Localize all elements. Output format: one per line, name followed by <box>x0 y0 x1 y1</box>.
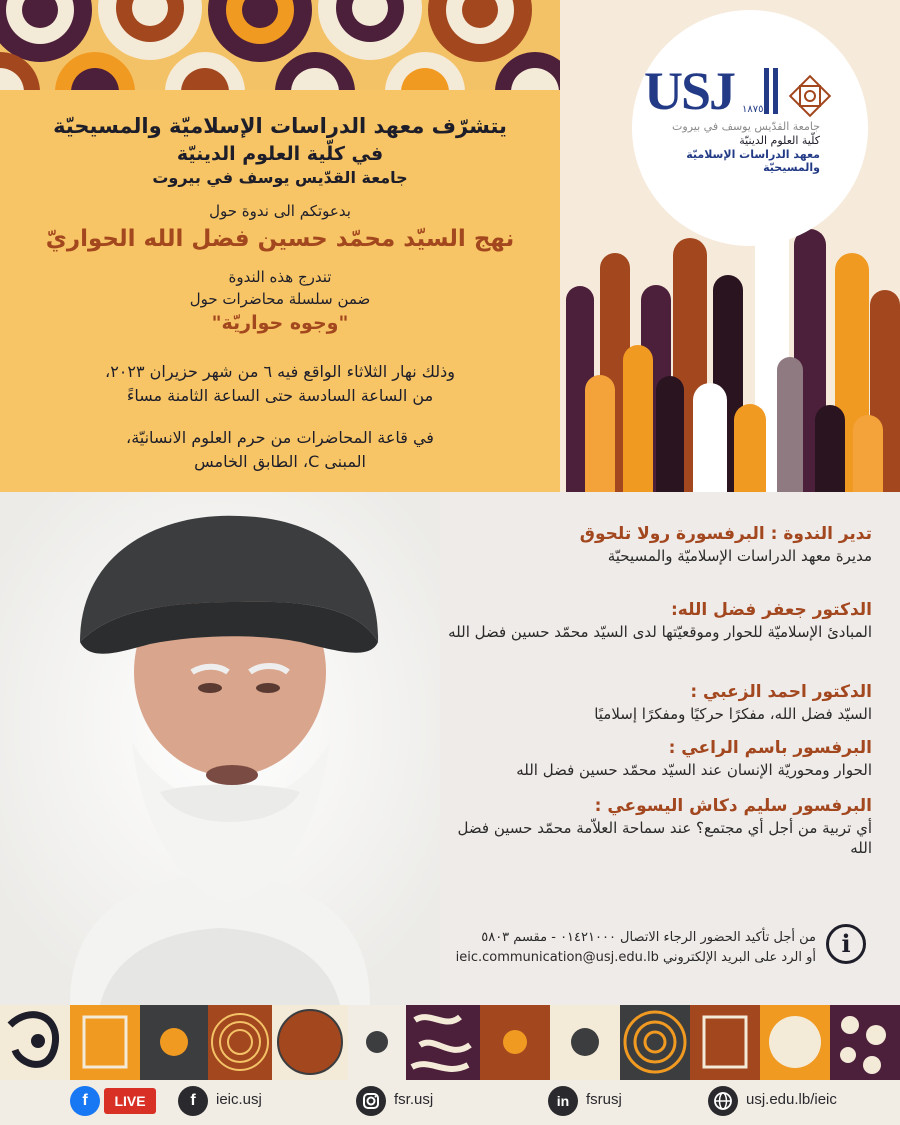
moderator-name: تدير الندوة : البرفسورة رولا تلحوق <box>579 524 872 544</box>
usj-logo-acronym: USJ <box>644 61 735 121</box>
logo-university: جامعة القدّيس يوسف في بيروت <box>672 120 820 133</box>
logo-institute: معهد الدراسات الإسلاميّة والمسيحيّة <box>686 148 820 174</box>
series-line-1: تندرج هذه الندوة <box>228 268 332 286</box>
date-line-2: من الساعة السادسة حتى الساعة الثامنة مساءً <box>126 386 434 405</box>
pattern-circles-top <box>0 0 560 90</box>
invite-line-2: في كلّية العلوم الدينيّة <box>176 143 384 165</box>
speaker-topic: المبادئ الإسلاميّة للحوار وموقعيّتها لدى السيّد محمّد حسين فضل الله <box>448 623 872 641</box>
info-icon: i <box>826 924 866 964</box>
series-title: "وجوه حواريّة" <box>211 312 349 334</box>
speaker-topic: السيّد فضل الله، مفكرًا حركيًا ومفكرًا إسلاميًا <box>594 705 872 723</box>
linkedin-icon[interactable]: in <box>548 1086 578 1116</box>
invite-line-1: يتشرّف معهد الدراسات الإسلاميّة والمسيحيّة <box>53 114 507 138</box>
speaker-4 <box>432 796 872 858</box>
speaker-name: البرفسور باسم الراعي : <box>668 738 872 758</box>
usj-logo-mark <box>762 68 784 114</box>
invite-line-3: جامعة القدّيس يوسف في بيروت <box>152 168 408 187</box>
rsvp-line-1: من أجل تأكيد الحضور الرجاء الاتصال ٠١٤٢١٠٠٠ - مقسم ٥٨٠٣ <box>481 930 816 945</box>
speaker-1 <box>432 600 872 642</box>
live-badge[interactable]: LIVE <box>104 1088 156 1114</box>
date-line-1: وذلك نهار الثلاثاء الواقع فيه ٦ من شهر حزيران ٢٠٢٣، <box>105 362 455 381</box>
speaker-name: الدكتور احمد الزعبي : <box>690 682 872 702</box>
invite-line-4: بدعوتكم الى ندوة حول <box>209 202 351 220</box>
rsvp-block <box>420 928 816 968</box>
speaker-3 <box>432 738 872 780</box>
speaker-2 <box>432 682 872 724</box>
speaker-topic: أي تربية من أجل أي مجتمع؟ عند سماحة العلاّمة محمّد حسين فضل الله <box>457 819 872 857</box>
place-line-2: المبنى C، الطابق الخامس <box>194 452 366 471</box>
seminar-topic: نهج السيّد محمّد حسين فضل الله الحواريّ <box>45 226 515 252</box>
facebook-icon[interactable]: f <box>70 1086 100 1116</box>
portrait-illustration <box>0 492 440 1005</box>
rsvp-line-2: أو الرد على البريد الإلكتروني ieic.communication@usj.edu.lb <box>455 950 816 965</box>
series-line-2: ضمن سلسلة محاضرات حول <box>189 290 371 308</box>
speaker-topic: الحوار ومحوريّة الإنسان عند السيّد محمّد حسين فضل الله <box>516 761 872 779</box>
moderator-block <box>432 524 872 566</box>
logo-faculty: كلّية العلوم الدينيّة <box>739 134 820 147</box>
facebook-handle[interactable]: ieic.usj <box>216 1091 262 1108</box>
top-pattern-band <box>0 0 560 90</box>
globe-icon[interactable] <box>708 1086 738 1116</box>
instagram-handle[interactable]: fsr.usj <box>394 1091 434 1108</box>
bottom-pattern-strip <box>0 1005 900 1080</box>
seal-icon <box>786 72 834 120</box>
moderator-title: مديرة معهد الدراسات الإسلاميّة والمسيحيّة <box>607 547 872 565</box>
place-line-1: في قاعة المحاضرات من حرم العلوم الانسانيّة، <box>126 428 434 447</box>
logo-year: ١٨٧٥ <box>742 104 764 115</box>
instagram-icon[interactable] <box>356 1086 386 1116</box>
portrait <box>0 492 440 1005</box>
pattern-tiles <box>0 1005 900 1080</box>
linkedin-handle[interactable]: fsrusj <box>586 1091 622 1108</box>
speaker-name: الدكتور جعفر فضل الله: <box>670 600 872 620</box>
speaker-name: البرفسور سليم دكاش اليسوعي : <box>594 796 872 816</box>
facebook-icon[interactable]: f <box>178 1086 208 1116</box>
website-link[interactable]: usj.edu.lb/ieic <box>746 1091 837 1108</box>
